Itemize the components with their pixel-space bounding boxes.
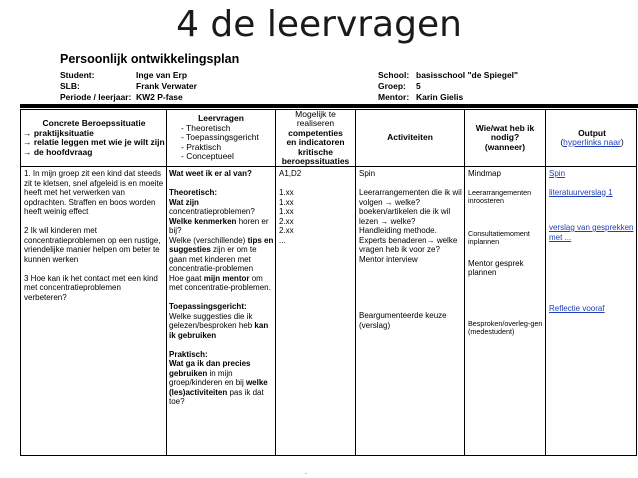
header-col1-item: → praktijksituatie	[23, 127, 94, 138]
competentie-item: 2.xx	[279, 226, 294, 235]
periode-value: KW2 P-fase	[136, 92, 183, 102]
competentie-item: 1.xx	[279, 207, 294, 216]
header-col1-items	[23, 129, 165, 158]
leervraag-intro: Wat weet ik er al van?	[169, 169, 252, 178]
theoretisch-heading: Theoretisch:	[169, 188, 218, 197]
toepassingsgericht-heading: Toepassingsgericht:	[169, 302, 247, 311]
competentie-item: 2.xx	[279, 216, 294, 226]
header-col5-line: (wanneer)	[484, 141, 526, 152]
nodig-consultatie: Consultatiemoment inplannen	[468, 228, 530, 246]
footer-mark: .	[305, 470, 307, 476]
periode-label: Periode / leerjaar:	[60, 92, 132, 102]
header-col5-line: nodig?	[490, 132, 520, 143]
header-col3-line: en indicatoren	[286, 137, 345, 147]
theor-q2a: Welke kenmerken	[169, 216, 237, 226]
header-col2-items	[167, 124, 275, 162]
competentie-item: 1.xx	[279, 197, 294, 207]
prak-b1: Wat ga ik dan precies gebruiken	[169, 359, 251, 378]
pop-table	[20, 109, 637, 456]
school-value: basisschool "de Spiegel"	[416, 70, 519, 80]
header-col1-title: Concrete Beroepssituatie	[42, 118, 146, 128]
header-activiteiten	[356, 110, 464, 166]
prak-n1: in mijn groep/kinderen en bij	[169, 368, 244, 387]
activiteit-boeken: boeken/artikelen die ik wil lezen → welke?	[359, 207, 451, 226]
output-verslag-gesprekken-link[interactable]: verslag van gesprekken met ...	[549, 223, 634, 242]
student-value: Inge van Erp	[136, 70, 188, 80]
header-col3-line: kritische	[298, 146, 333, 157]
header-output	[546, 110, 638, 166]
nodig-leerarrangementen: Leerarrangementen inroosteren	[468, 187, 532, 205]
praktisch-heading: Praktisch:	[169, 349, 208, 359]
header-col3-line: realiseren	[296, 118, 335, 128]
competentie-item: A1,D2	[279, 169, 302, 178]
nodig-mindmap: Mindmap	[468, 169, 501, 178]
header-col1-item: → de hoofdvraag	[23, 146, 93, 157]
col-output	[549, 169, 637, 314]
theor-q2b: horen er bij?	[169, 216, 269, 235]
col-competenties	[279, 169, 353, 245]
groep-label: Groep:	[378, 81, 406, 91]
student-label: Student:	[60, 70, 95, 80]
header-col2-title: Leervragen	[198, 113, 244, 124]
activiteit-mentor: Mentor interview	[359, 254, 418, 264]
header-wie-wat	[465, 110, 545, 166]
toep-bold: kan ik gebruiken	[169, 321, 269, 340]
activiteit-handleiding: Handleiding methode.	[359, 226, 437, 235]
header-competenties	[276, 110, 355, 166]
toep-body: Welke suggesties die ik gelezen/besproken heb	[169, 311, 253, 330]
competentie-item: 1.xx	[279, 188, 294, 197]
student-info	[60, 70, 197, 103]
header-col2-item: - Theoretisch	[181, 122, 231, 133]
hyperlinks-link[interactable]: hyperlinks naar	[563, 137, 621, 147]
slide-title: 4 de leervragen	[176, 4, 462, 45]
activiteit-leerarrangementen: Leerarrangementen die ik wil volgen → welke?	[359, 188, 462, 207]
theor-q1a: Wat zijn	[169, 197, 199, 207]
slb-label: SLB:	[60, 81, 80, 91]
theor-q4a: Hoe gaat	[169, 273, 202, 283]
school-label: School:	[378, 70, 410, 80]
prak-n2: pas ik dat toe?	[169, 387, 264, 406]
header-col3-line: Mogelijk te	[295, 108, 336, 119]
document-title: Persoonlijk ontwikkelingsplan	[60, 52, 240, 66]
col-concrete-situatie	[24, 169, 164, 302]
theor-q3a: Welke (verschillende)	[169, 235, 246, 245]
groep-value: 5	[416, 81, 421, 91]
mentor-label: Mentor:	[378, 92, 410, 102]
mentor-value: Karin Gielis	[416, 92, 464, 102]
header-concrete-beroepssituatie	[23, 110, 165, 166]
header-col6-title: Output	[578, 127, 606, 138]
header-col2-item: - Conceptueel	[181, 151, 234, 162]
theor-q3c: zijn er om te gaan met kinderen met concentratie-problemen	[169, 245, 257, 273]
activiteit-spin: Spin	[359, 169, 376, 178]
output-reflectie-link[interactable]: Reflectie vooraf	[549, 304, 605, 313]
col-leervragen	[169, 169, 274, 407]
situatie-2: 2 Ik wil kinderen met concentratieproblemen op een rustige, vriendelijke manier helpen om beter te kunnen werken	[24, 226, 161, 264]
header-col3-line: beroepssituaties	[281, 156, 350, 166]
col-wie-wat	[468, 169, 544, 337]
header-col2-item: - Praktisch	[181, 141, 222, 152]
prak-b2: welke (les)activiteiten	[169, 378, 268, 397]
nodig-besproken: Besproken/overleg-gen (medestudent)	[468, 318, 543, 336]
header-divider	[20, 104, 638, 108]
activiteit-keuze: Beargumenteerde keuze (verslag)	[359, 311, 447, 330]
theor-q1b: concentratieproblemen?	[169, 207, 255, 216]
situatie-1: 1. In mijn groep zit een kind dat steeds zit te kletsen, snel afgeleid is en moeite heeft met het verwerken van opdrachten. Straffen en boos worden heeft weinig effect	[24, 169, 164, 216]
header-col1-item: → relatie leggen met wie je wilt zijn	[23, 137, 165, 147]
competentie-item: ...	[279, 235, 286, 245]
header-col2-item: - Toepassingsgericht	[181, 132, 259, 143]
situatie-3: 3 Hoe kan ik het contact met een kind met concentratieproblemen verbeteren?	[24, 273, 158, 302]
theor-q4c: om met concentratie-problemen.	[169, 273, 271, 292]
header-col3-line: competenties	[288, 127, 343, 138]
header-leervragen	[167, 110, 275, 166]
theor-q4b: mijn mentor	[203, 273, 250, 283]
header-col4-title: Activiteiten	[387, 132, 433, 143]
theor-q3b: tips en suggesties	[169, 235, 274, 254]
output-literatuurverslag-link[interactable]: literatuurverslag 1	[549, 187, 613, 197]
slb-value: Frank Verwater	[136, 81, 197, 91]
output-spin-link[interactable]: Spin	[549, 169, 566, 178]
header-col6-link-row: (hyperlinks naar)	[560, 137, 624, 147]
col-activiteiten	[359, 169, 463, 330]
school-info	[378, 70, 518, 103]
nodig-mentor-gesprek: Mentor gesprek plannen	[468, 258, 524, 277]
header-col5-line: Wie/wat heb ik	[475, 122, 535, 133]
activiteit-experts: Experts benaderen→ welke vragen heb ik voor ze?	[359, 235, 458, 254]
